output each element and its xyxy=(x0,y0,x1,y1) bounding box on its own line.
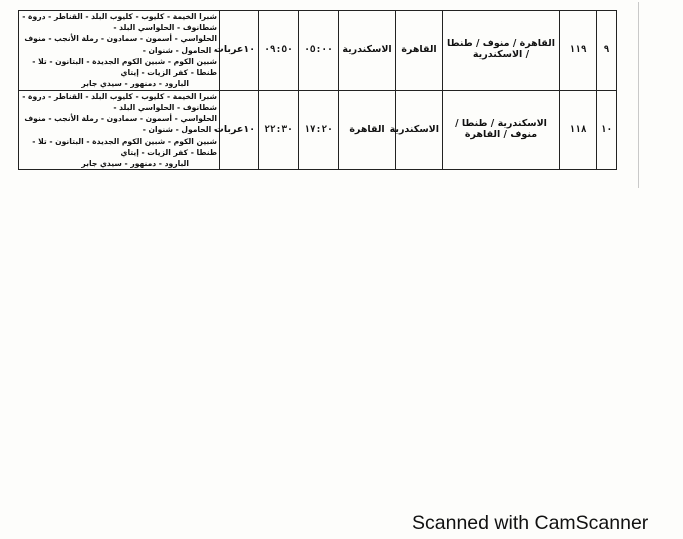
to-station: القاهرة xyxy=(339,90,396,170)
scanner-watermark: Scanned with CamScanner xyxy=(412,512,649,534)
train-number: ١١٩ xyxy=(560,11,597,91)
train-number: ١١٨ xyxy=(560,90,597,170)
stops-line: الحلواسي - أسمون - سمادون - رملة الأنجب - منوف - الحامول - شنوان - xyxy=(24,114,217,135)
table-row xyxy=(19,90,617,170)
route-cell: الاسكندرية / طنطا / منوف / القاهرة xyxy=(443,90,560,170)
page-edge-line xyxy=(638,2,639,188)
stops-cell xyxy=(19,90,220,170)
row-index: ١٠ xyxy=(597,90,617,170)
stops-line: شبرا الخيمة - كليوب - كليوب البلد - القناطر - دروة - شطانوف - الحلواسي البلد - xyxy=(22,91,217,112)
arrival-time: ٠٩:٥٠ xyxy=(259,11,299,91)
stops-line: شبين الكوم - شبين الكوم الجديدة - البتانون - تلا - طنطا - كفر الزيات - إيتاي xyxy=(32,136,217,157)
departure-time: ٠٥:٠٠ xyxy=(299,11,339,91)
departure-time: ١٧:٢٠ xyxy=(299,90,339,170)
schedule-table xyxy=(18,10,617,170)
route-cell: القاهرة / منوف / طنطا / الاسكندرية xyxy=(443,11,560,91)
stops-line: شبين الكوم - شبين الكوم الجديدة - البتانون - تلا - طنطا - كفر الزيات - إيتاي xyxy=(32,56,217,78)
table-row xyxy=(19,11,617,91)
stops-line: البارود - دمنهور - سيدي جابر xyxy=(81,79,189,89)
to-station: الاسكندرية xyxy=(339,11,396,91)
from-station: القاهرة xyxy=(396,11,443,91)
row-index: ٩ xyxy=(597,11,617,91)
car-count: ١٠عربات xyxy=(220,90,259,170)
stops-cell xyxy=(19,11,220,91)
stops-line: البارود - دمنهور - سيدي جابر xyxy=(81,159,189,169)
car-count: ١٠عربات xyxy=(220,11,259,91)
from-station: الاسكندرية xyxy=(396,90,443,170)
stops-line: شبرا الخيمة - كليوب - كليوب البلد - القناطر - دروة - شطانوف - الحلواسي البلد - xyxy=(22,12,217,33)
stops-line: الحلواسي - أسمون - سمادون - رملة الأنجب - منوف - الحامول - شنوان - xyxy=(24,34,217,55)
arrival-time: ٢٢:٣٠ xyxy=(259,90,299,170)
